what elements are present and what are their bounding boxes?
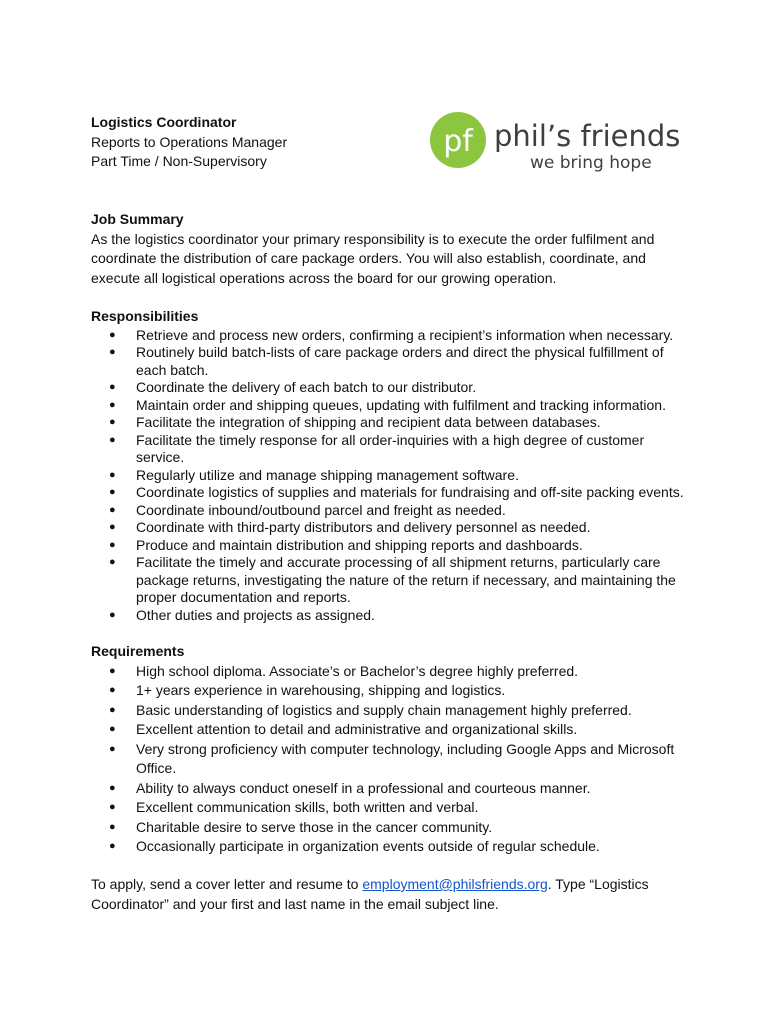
list-item: ● Coordinate the delivery of each batch to our distributor. xyxy=(91,379,691,397)
job-header xyxy=(91,113,287,172)
job-summary-heading: Job Summary xyxy=(91,211,184,227)
list-item: ● Maintain order and shipping queues, updating with fulfilment and tracking information. xyxy=(91,397,691,415)
list-item: ● Coordinate with third-party distributors and delivery personnel as needed. xyxy=(91,519,691,537)
apply-text-after: . Type “Logistics Coordinator” and your first and last name in the email subject line. xyxy=(91,876,649,912)
list-item: ● Produce and maintain distribution and shipping reports and dashboards. xyxy=(91,537,691,555)
reports-to: Reports to Operations Manager xyxy=(91,133,288,150)
logo-tagline: we bring hope xyxy=(530,153,652,173)
apply-section xyxy=(91,875,691,914)
list-item: ● High school diploma. Associate’s or Bachelor’s degree highly preferred. xyxy=(91,662,691,682)
phils-friends-logo xyxy=(430,110,680,174)
list-item: ● Facilitate the timely response for all order-inquiries with a high degree of customer service. xyxy=(91,432,691,467)
list-item: ● Coordinate inbound/outbound parcel and freight as needed. xyxy=(91,502,691,520)
requirements-heading: Requirements xyxy=(91,643,185,659)
list-item: ● Retrieve and process new orders, confirming a recipient’s information when necessary. xyxy=(91,327,691,345)
responsibilities-section xyxy=(91,307,691,624)
list-item: ● 1+ years experience in warehousing, shipping and logistics. xyxy=(91,681,691,701)
job-summary-text: As the logistics coordinator your primary responsibility is to execute the order fulfilment and coordinate the distribution of care package orders. You will also establish, coordinate, and execute all logistical operations across the board for our growing operation. xyxy=(91,230,655,286)
list-item: ● Basic understanding of logistics and supply chain management highly preferred. xyxy=(91,701,691,721)
logo-name: phil’s friends xyxy=(494,119,680,153)
list-item: ● Excellent communication skills, both written and verbal. xyxy=(91,798,691,818)
list-item: ● Regularly utilize and manage shipping management software. xyxy=(91,467,691,485)
list-item: ● Charitable desire to serve those in the cancer community. xyxy=(91,818,691,838)
requirements-section xyxy=(91,642,691,857)
requirements-list xyxy=(91,662,691,857)
list-item: ● Ability to always conduct oneself in a professional and courteous manner. xyxy=(91,779,691,799)
list-item: ● Other duties and projects as assigned. xyxy=(91,607,691,625)
list-item: ● Facilitate the integration of shipping and recipient data between databases. xyxy=(91,414,691,432)
list-item: ● Coordinate logistics of supplies and materials for fundraising and off-site packing events. xyxy=(91,484,691,502)
employment-type: Part Time / Non-Supervisory xyxy=(91,153,267,169)
responsibilities-list xyxy=(91,327,691,625)
email-link[interactable]: employment@philsfriends.org xyxy=(362,876,548,892)
job-title: Logistics Coordinator xyxy=(91,114,237,130)
job-summary-section xyxy=(91,210,691,288)
list-item: ● Occasionally participate in organization events outside of regular schedule. xyxy=(91,837,691,857)
logo-monogram: pf xyxy=(443,124,473,159)
list-item: ● Very strong proficiency with computer technology, including Google Apps and Microsoft Office. xyxy=(91,740,691,779)
apply-text-before: To apply, send a cover letter and resume to xyxy=(91,876,363,892)
list-item: ● Excellent attention to detail and administrative and organizational skills. xyxy=(91,720,691,740)
list-item: ● Facilitate the timely and accurate processing of all shipment returns, particularly care package returns, investigating the nature of the return if necessary, and maintaining the proper documentation and reports. xyxy=(91,554,691,607)
apply-text xyxy=(91,875,691,914)
responsibilities-heading: Responsibilities xyxy=(91,308,199,324)
list-item: ● Routinely build batch-lists of care package orders and direct the physical fulfillment of each batch. xyxy=(91,344,691,379)
